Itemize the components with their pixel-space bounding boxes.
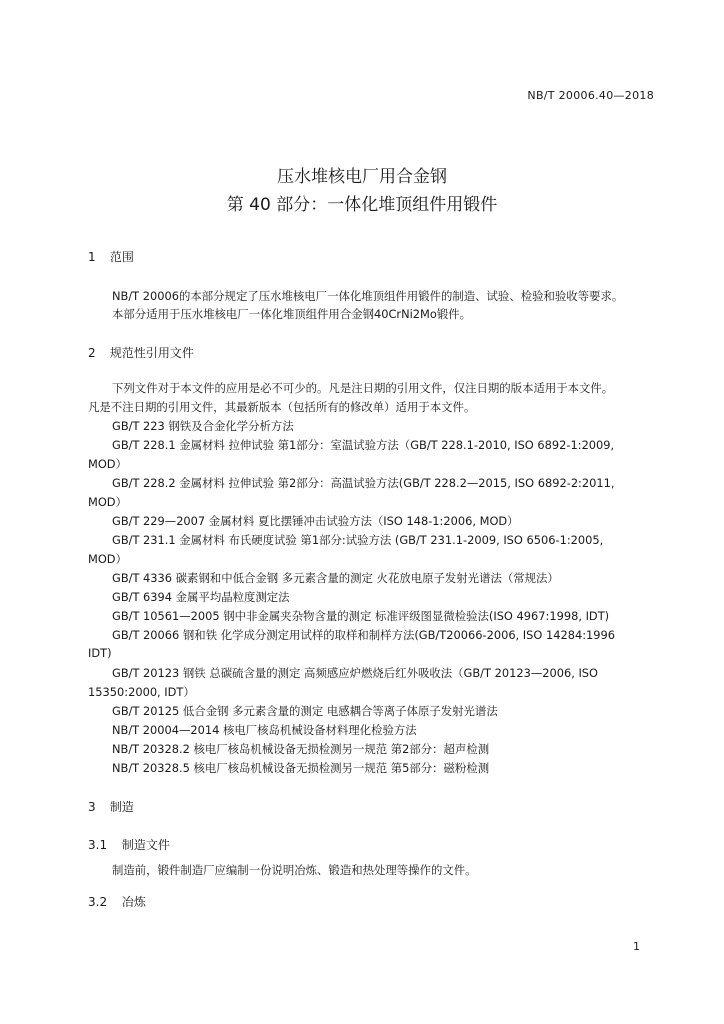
text-line: 凡是不注日期的引用文件，其最新版本（包括所有的修改单）适用于本文件。 [88,400,476,414]
reference-item: GB/T 223 钢铁及合金化学分析方法 [112,419,294,433]
section-number: 3.2 [88,895,108,909]
section-2-heading [88,344,194,361]
section-title: 规范性引用文件 [109,346,194,360]
section-3-heading [88,798,134,815]
section-3-2-heading [88,893,146,910]
reference-item: GB/T 228.1 金属材料 拉伸试验 第1部分：室温试验方法（GB/T 228.1-2010, ISO 6892-1:2009, [112,438,615,452]
text-line: 本部分适用于压水堆核电厂一体化堆顶组件用合金钢40CrNi2Mo锻件。 [112,307,472,321]
reference-item: GB/T 20125 低合金钢 多元素含量的测定 电感耦合等离子体原子发射光谱法 [112,704,498,718]
reference-item: GB/T 231.1 金属材料 布氏硬度试验 第1部分:试验方法 (GB/T 231.1-2009, ISO 6506-1:2005, [112,533,604,547]
reference-item: GB/T 4336 碳素钢和中低合金钢 多元素含量的测定 火花放电原子发射光谱法（常规法） [112,571,559,585]
section-title: 范围 [109,250,134,264]
reference-item-continuation: 15350:2000, IDT） [88,685,195,699]
reference-item-continuation: MOD） [88,552,127,566]
reference-item-continuation: MOD） [88,457,127,471]
reference-item: GB/T 228.2 金属材料 拉伸试验 第2部分：高温试验方法(GB/T 228.2—2015, ISO 6892-2:2011, [112,476,615,490]
reference-item: GB/T 6394 金属平均晶粒度测定法 [112,590,290,604]
section-1-heading [88,248,134,265]
reference-item: NB/T 20004—2014 核电厂核岛机械设备材料理化检验方法 [112,723,417,737]
title-line-2: 第 40 部分：一体化堆顶组件用锻件 [226,195,498,215]
reference-item: GB/T 10561—2005 钢中非金属夹杂物含量的测定 标准评级图显微检验法(ISO 4967:1998, IDT) [112,609,610,623]
reference-item: GB/T 20066 钢和铁 化学成分测定用试样的取样和制样方法(GB/T20066-2006, ISO 14284:1996 [112,628,616,642]
reference-item-continuation: IDT) [88,646,112,660]
reference-item: GB/T 20123 钢铁 总碳硫含量的测定 高频感应炉燃烧后红外吸收法（GB/T 20123—2006, ISO [112,666,598,680]
section-number: 2 [88,346,96,360]
standard-code: NB/T 20006.40—2018 [527,89,654,102]
section-number: 1 [88,250,96,264]
section-3-1-heading [88,836,170,853]
title-line-1: 压水堆核电厂用合金钢 [277,167,447,187]
reference-item: GB/T 229—2007 金属材料 夏比摆锤冲击试验方法（ISO 148-1:2006, MOD） [112,514,519,528]
text-line: 制造前，锻件制造厂应编制一份说明冶炼、锻造和热处理等操作的文件。 [112,863,477,877]
section-number: 3.1 [88,838,108,852]
page-number: 1 [633,940,640,953]
section-title: 制造文件 [121,838,170,852]
reference-item: NB/T 20328.2 核电厂核岛机械设备无损检测另一规范 第2部分：超声检测 [112,742,490,756]
text-line: NB/T 20006的本部分规定了压水堆核电厂一体化堆顶组件用锻件的制造、试验、检验和验收等要求。 [112,289,624,303]
section-title: 制造 [109,800,134,814]
reference-item: NB/T 20328.5 核电厂核岛机械设备无损检测另一规范 第5部分：磁粉检测 [112,761,490,775]
section-number: 3 [88,800,96,814]
section-title: 冶炼 [121,895,146,909]
reference-item-continuation: MOD） [88,495,127,509]
text-line: 下列文件对于本文件的应用是必不可少的。凡是注日期的引用文件，仅注日期的版本适用于本文件。 [112,381,614,395]
